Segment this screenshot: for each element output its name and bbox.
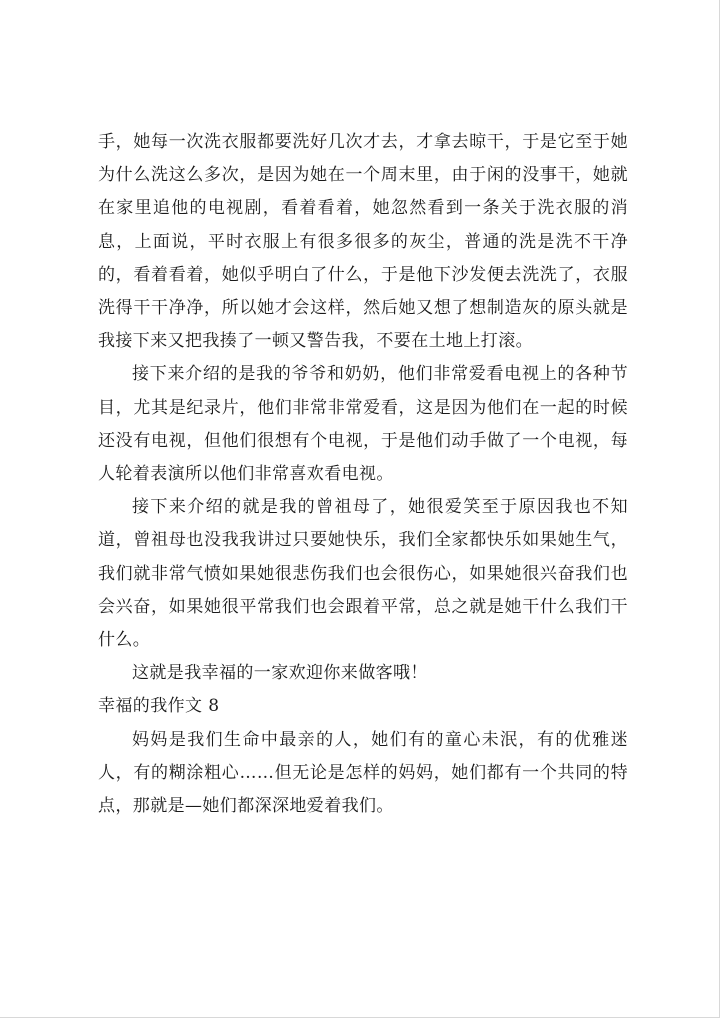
paragraph-welcome: 这就是我幸福的一家欢迎你来做客哦！ xyxy=(132,663,428,684)
paragraph-laundry: 手，她每一次洗衣服都要洗好几次才去，才拿去晾干，于是它至于她为什么洗这么多次，是因为她在一个周末里，由于闲的没事干，她就在家里追他的电视剧，看着看着，她忽然看到一条关于洗衣服的消息，上面说，平时衣服上有很多很多的灰尘，普通的洗是洗不干净的，看着看着，她似乎明白了什么，于是他下沙发便去洗洗了，衣服洗得干干净净，所以她才会这样，然后她又想了想制造灰的原头就是我接下来又把我揍了一顿又警告我，不要在土地上打滚。 xyxy=(98,132,628,352)
paragraph-great-grandmother: 接下来介绍的就是我的曾祖母了，她很爱笑至于原因我也不知道，曾祖母也没我我讲过只要她快乐，我们全家都快乐如果她生气，我们就非常气愤如果她很悲伤我们也会很伤心，如果她很兴奋我们也会兴奋，如果她很平常我们也会跟着平常，总之就是她干什么我们干什么。 xyxy=(98,497,628,651)
paragraph-grandparents: 接下来介绍的是我的爷爷和奶奶，他们非常爱看电视上的各种节目，尤其是纪录片，他们非常非常爱看，这是因为他们在一起的时候还没有电视，但他们很想有个电视，于是他们动手做了一个电视，每人轮着表演所以他们非常喜欢看电视。 xyxy=(98,364,628,485)
document-body xyxy=(98,126,628,823)
essay-heading: 幸福的我作文 8 xyxy=(98,696,220,717)
paragraph-mother: 妈妈是我们生命中最亲的人，她们有的童心未泯，有的优雅迷人，有的糊涂粗心……但无论是怎样的妈妈，她们都有一个共同的特点，那就是—她们都深深地爱着我们。 xyxy=(98,729,628,817)
